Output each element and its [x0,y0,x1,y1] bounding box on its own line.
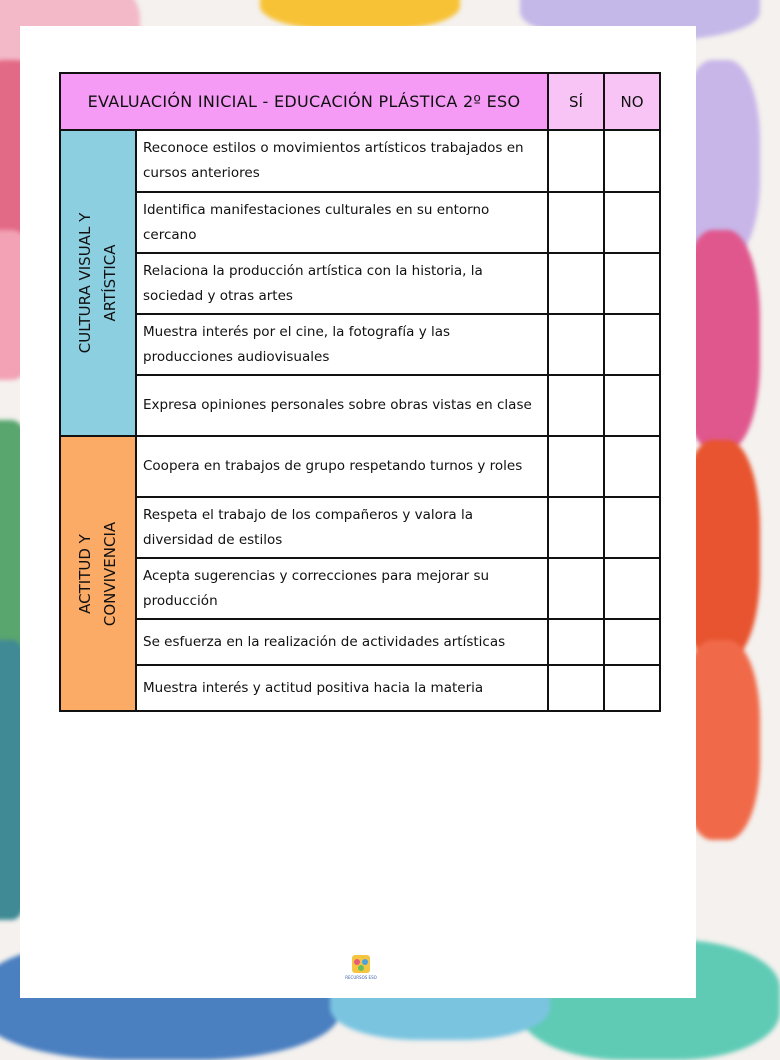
no-checkbox-cell[interactable] [604,314,660,375]
no-checkbox-cell[interactable] [604,497,660,558]
criterion-text: Muestra interés por el cine, la fotografía y las producciones audiovisuales [136,314,548,375]
no-checkbox-cell[interactable] [604,558,660,619]
yes-checkbox-cell[interactable] [548,436,604,497]
col-yes-header: SÍ [548,73,604,130]
criterion-text: Relaciona la producción artística con la historia, la sociedad y otras artes [136,253,548,314]
no-checkbox-cell[interactable] [604,619,660,665]
table-row [60,253,660,314]
category-cultura-visual [60,130,136,436]
table-row [60,314,660,375]
no-checkbox-cell[interactable] [604,192,660,253]
no-checkbox-cell[interactable] [604,436,660,497]
yes-checkbox-cell[interactable] [548,619,604,665]
category-label: ACTITUD Y CONVIVENCIA [76,521,119,626]
criterion-text: Muestra interés y actitud positiva hacia la materia [136,665,548,711]
col-no-header: NO [604,73,660,130]
table-row [60,130,660,192]
svg-text:RECURSOS ESO: RECURSOS ESO [345,975,377,980]
no-checkbox-cell[interactable] [604,130,660,192]
table-row [60,665,660,711]
criterion-text: Se esfuerza en la realización de actividades artísticas [136,619,548,665]
kids-logo-icon [345,953,377,983]
header-row [60,73,660,130]
yes-checkbox-cell[interactable] [548,558,604,619]
criterion-text: Coopera en trabajos de grupo respetando turnos y roles [136,436,548,497]
table-row [60,436,660,497]
table-row [60,192,660,253]
document-page [20,26,696,998]
no-checkbox-cell[interactable] [604,665,660,711]
category-label: CULTURA VISUAL Y ARTÍSTICA [76,212,119,354]
yes-checkbox-cell[interactable] [548,192,604,253]
yes-checkbox-cell[interactable] [548,497,604,558]
yes-checkbox-cell[interactable] [548,314,604,375]
yes-checkbox-cell[interactable] [548,375,604,436]
criterion-text: Acepta sugerencias y correcciones para mejorar su producción [136,558,548,619]
category-actitud-convivencia [60,436,136,711]
table-row [60,375,660,436]
criterion-text: Identifica manifestaciones culturales en su entorno cercano [136,192,548,253]
evaluation-table [59,72,661,712]
criterion-text: Expresa opiniones personales sobre obras vistas en clase [136,375,548,436]
no-checkbox-cell[interactable] [604,253,660,314]
no-checkbox-cell[interactable] [604,375,660,436]
yes-checkbox-cell[interactable] [548,665,604,711]
table-row [60,619,660,665]
table-title: EVALUACIÓN INICIAL - EDUCACIÓN PLÁSTICA 2º ESO [60,73,548,130]
table-row [60,558,660,619]
yes-checkbox-cell[interactable] [548,253,604,314]
table-row [60,497,660,558]
criterion-text: Respeta el trabajo de los compañeros y valora la diversidad de estilos [136,497,548,558]
criterion-text: Reconoce estilos o movimientos artísticos trabajados en cursos anteriores [136,130,548,192]
yes-checkbox-cell[interactable] [548,130,604,192]
